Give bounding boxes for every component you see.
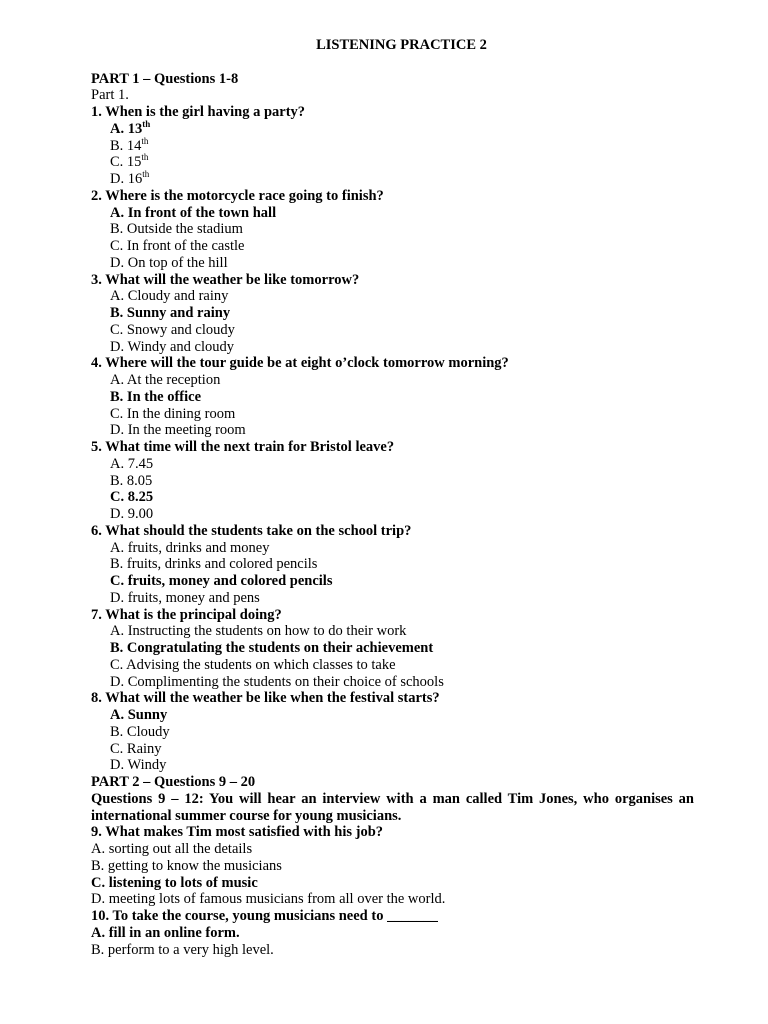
option-2d: D. On top of the hill (110, 254, 228, 271)
question-7: 7. What is the principal doing? (91, 606, 282, 623)
document-page (91, 37, 694, 958)
option-1b: B. 14th (110, 135, 149, 154)
question-8: 8. What will the weather be like when the festival starts? (91, 690, 440, 707)
option-9b: B. getting to know the musicians (91, 857, 282, 874)
part2-heading: PART 2 – Questions 9 – 20 (91, 774, 256, 790)
question-2: 2. Where is the motorcycle race going to finish? (91, 187, 384, 204)
option-8a: A. Sunny (110, 707, 168, 723)
option-3d: D. Windy and cloudy (110, 338, 234, 355)
option-8b: B. Cloudy (110, 723, 170, 740)
option-3c: C. Snowy and cloudy (110, 321, 235, 338)
option-7c: C. Advising the students on which classes to take (110, 656, 396, 673)
option-2a: A. In front of the town hall (110, 204, 277, 221)
option-1d: D. 16th (110, 169, 150, 187)
question-1: 1. When is the girl having a party? (91, 104, 306, 120)
option-6d: D. fruits, money and pens (110, 589, 260, 606)
option-7d: D. Complimenting the students on their choice of schools (110, 673, 444, 690)
option-4a: A. At the reception (110, 372, 221, 388)
option-3b: B. Sunny and rainy (110, 305, 231, 321)
option-7a: A. Instructing the students on how to do their work (110, 623, 407, 640)
option-5b: B. 8.05 (110, 472, 153, 489)
question-5: 5. What time will the next train for Bristol leave? (91, 439, 395, 455)
question-9: 9. What makes Tim most satisfied with his job? (91, 824, 384, 841)
option-2b: B. Outside the stadium (110, 221, 243, 238)
option-5c: C. 8.25 (110, 489, 154, 506)
option-10a: A. fill in an online form. (91, 924, 240, 941)
part1-subheading: Part 1. (91, 87, 129, 104)
question-6: 6. What should the students take on the school trip? (91, 522, 412, 539)
option-9d: D. meeting lots of famous musicians from all over the world. (91, 891, 446, 908)
part2-intro: Questions 9 – 12: You will hear an interview with a man called Tim Jones, who organises an international summer course for young musicians. (91, 790, 694, 824)
option-3a: A. Cloudy and rainy (110, 288, 229, 305)
option-8c: C. Rainy (110, 740, 162, 757)
option-5d: D. 9.00 (110, 506, 154, 522)
option-10b: B. perform to a very high level. (91, 941, 274, 958)
option-4d: D. In the meeting room (110, 422, 246, 439)
option-5a: A. 7.45 (110, 455, 154, 472)
question-4: 4. Where will the tour guide be at eight o’clock tomorrow morning? (91, 355, 509, 372)
page-title: LISTENING PRACTICE 2 (316, 37, 487, 53)
question-10: 10. To take the course, young musicians need to _______ (91, 908, 438, 924)
option-6b: B. fruits, drinks and colored pencils (110, 556, 318, 573)
part1-heading: PART 1 – Questions 1-8 (91, 70, 239, 87)
option-6c: C. fruits, money and colored pencils (110, 573, 333, 589)
option-6a: A. fruits, drinks and money (110, 539, 270, 556)
option-9c: C. listening to lots of music (91, 874, 258, 891)
option-8d: D. Windy (110, 757, 167, 774)
option-2c: C. In front of the castle (110, 238, 245, 254)
question-3: 3. What will the weather be like tomorrow? (91, 271, 360, 288)
option-1c: C. 15th (110, 152, 149, 171)
option-7b: B. Congratulating the students on their achievement (110, 640, 434, 656)
option-1a: A. 13th (110, 118, 151, 137)
option-4b: B. In the office (110, 388, 202, 405)
option-9a: A. sorting out all the details (91, 841, 253, 857)
option-4c: C. In the dining room (110, 405, 236, 422)
